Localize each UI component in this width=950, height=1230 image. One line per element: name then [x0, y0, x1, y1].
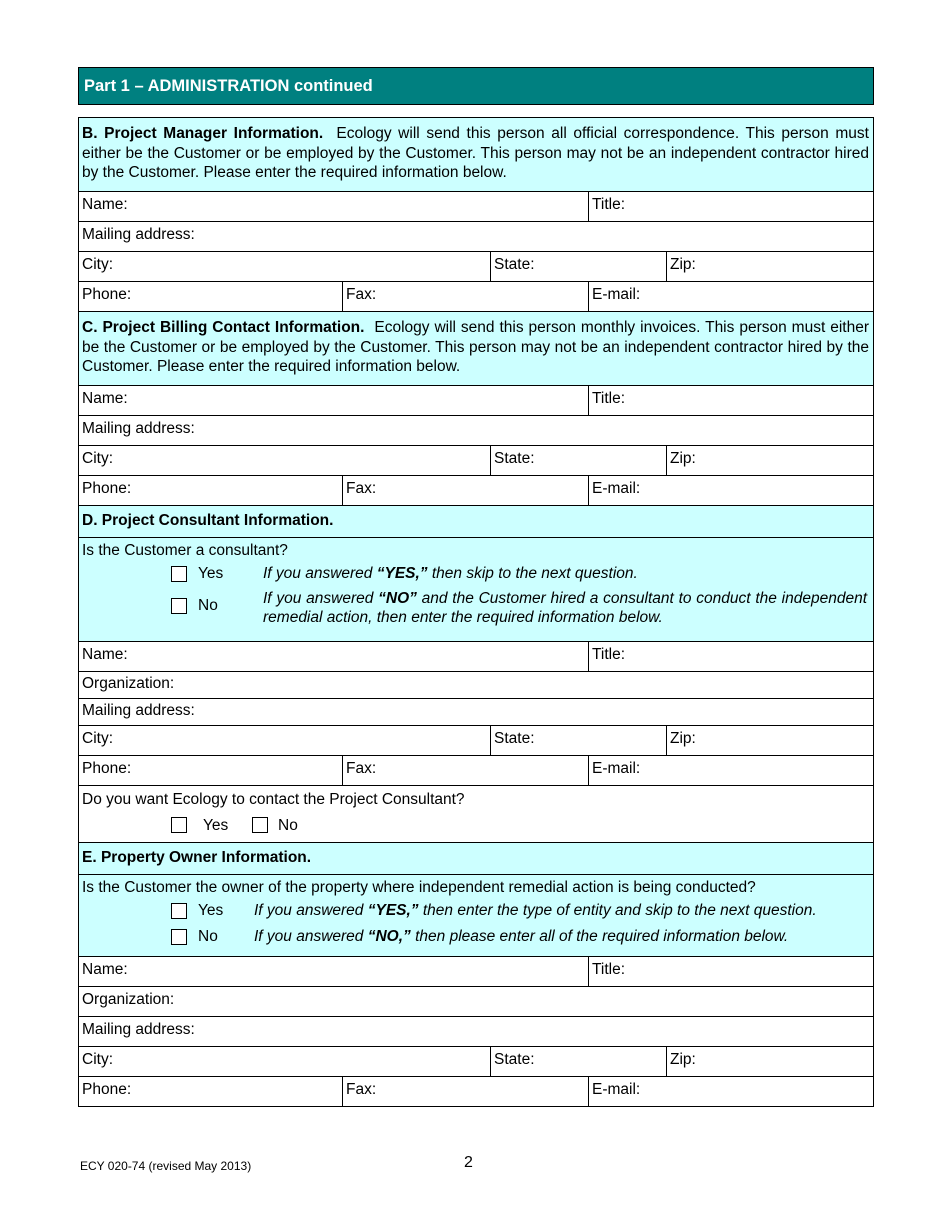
- d-phone-row: [79, 756, 873, 786]
- d-name-field[interactable]: Name:: [82, 646, 128, 663]
- c-zip-field[interactable]: Zip:: [666, 446, 873, 475]
- e-organization-row: [79, 987, 873, 1017]
- c-name-row: [79, 386, 873, 416]
- b-state-field[interactable]: State:: [490, 252, 666, 281]
- e-name-row: [79, 957, 873, 987]
- d-mailing-row: [79, 699, 873, 726]
- form-table: [78, 117, 874, 1107]
- b-phone-row: [79, 282, 873, 312]
- b-name-row: [79, 192, 873, 222]
- e-yes-instruction: If you answered “YES,” then enter the type of entity and skip to the next question.: [254, 902, 817, 919]
- c-phone-row: [79, 476, 873, 506]
- section-d-question-block: [79, 538, 873, 642]
- c-name-field[interactable]: Name:: [82, 390, 128, 407]
- section-b-intro: [79, 118, 873, 192]
- c-mailing-row: [79, 416, 873, 446]
- b-phone-field[interactable]: Phone:: [82, 286, 132, 303]
- d-contact-block: [79, 786, 873, 843]
- d-name-row: [79, 642, 873, 672]
- d-no-instruction: If you answered “NO” and the Customer hired a consultant to conduct the independent remedial action, then enter the required information below.: [263, 590, 867, 626]
- section-b-text: Ecology will send this person all official correspondence. This person must either be the Customer or be employed by the Customer. This person may not be an independent contractor hired by the Customer. Please enter the required information below.: [82, 125, 869, 181]
- section-c-heading: C. Project Billing Contact Information.: [82, 319, 365, 336]
- e-city-row: [79, 1047, 873, 1077]
- e-zip-field[interactable]: Zip:: [666, 1047, 873, 1076]
- d-email-field[interactable]: E-mail:: [588, 756, 873, 785]
- section-c-text: Ecology will send this person monthly invoices. This person must either be the Customer or be employed by the Customer. This person may not be an independent contractor hired by the Customer. Please enter the required information below.: [82, 319, 869, 375]
- d-phone-field[interactable]: Phone:: [82, 760, 132, 777]
- d-fax-field[interactable]: Fax:: [342, 756, 588, 785]
- d-city-field[interactable]: City:: [82, 730, 113, 747]
- section-e-question: Is the Customer the owner of the property where independent remedial action is being conducted?: [82, 879, 756, 896]
- e-fax-field[interactable]: Fax:: [342, 1077, 588, 1106]
- b-title-field[interactable]: Title:: [588, 192, 873, 221]
- c-email-field[interactable]: E-mail:: [588, 476, 873, 505]
- e-email-field[interactable]: E-mail:: [588, 1077, 873, 1106]
- section-b-heading: B. Project Manager Information.: [82, 125, 324, 142]
- b-fax-field[interactable]: Fax:: [342, 282, 588, 311]
- d-no-option: No If you answered “NO” and the Customer hired a consultant to conduct the independent remedial action, then enter the required information below.: [82, 588, 870, 632]
- e-mailing-field[interactable]: Mailing address:: [82, 1021, 195, 1038]
- e-state-field[interactable]: State:: [490, 1047, 666, 1076]
- d-state-field[interactable]: State:: [490, 726, 666, 755]
- e-no-instruction: If you answered “NO,” then please enter all of the required information below.: [254, 928, 789, 945]
- e-name-field[interactable]: Name:: [82, 961, 128, 978]
- b-mailing-row: [79, 222, 873, 252]
- d-contact-no-checkbox[interactable]: [252, 817, 268, 833]
- e-yes-option: Yes If you answered “YES,” then enter the type of entity and skip to the next question.: [82, 901, 870, 927]
- c-city-field[interactable]: City:: [82, 450, 113, 467]
- e-no-option: No If you answered “NO,” then please enter all of the required information below.: [82, 927, 870, 951]
- e-phone-row: [79, 1077, 873, 1107]
- d-contact-yes-checkbox[interactable]: [171, 817, 187, 833]
- d-yes-option: Yes If you answered “YES,” then skip to the next question.: [82, 564, 870, 588]
- d-contact-options: Yes No: [82, 816, 870, 840]
- d-mailing-field[interactable]: Mailing address:: [82, 702, 195, 719]
- c-phone-field[interactable]: Phone:: [82, 480, 132, 497]
- b-mailing-field[interactable]: Mailing address:: [82, 226, 195, 243]
- d-title-field[interactable]: Title:: [588, 642, 873, 671]
- section-d-question: Is the Customer a consultant?: [82, 542, 288, 559]
- c-state-field[interactable]: State:: [490, 446, 666, 475]
- e-mailing-row: [79, 1017, 873, 1047]
- form-id: ECY 020-74 (revised May 2013): [80, 1159, 252, 1173]
- d-no-checkbox[interactable]: [171, 598, 187, 614]
- b-email-field[interactable]: E-mail:: [588, 282, 873, 311]
- d-organization-field[interactable]: Organization:: [82, 675, 175, 692]
- d-city-row: [79, 726, 873, 756]
- d-yes-instruction: If you answered “YES,” then skip to the next question.: [263, 565, 638, 582]
- d-organization-row: [79, 672, 873, 699]
- d-contact-question: Do you want Ecology to contact the Project Consultant?: [82, 791, 465, 808]
- b-zip-field[interactable]: Zip:: [666, 252, 873, 281]
- c-city-row: [79, 446, 873, 476]
- d-yes-checkbox[interactable]: [171, 566, 187, 582]
- section-d-heading: D. Project Consultant Information.: [79, 506, 873, 538]
- section-e-question-block: [79, 875, 873, 957]
- e-yes-checkbox[interactable]: [171, 903, 187, 919]
- c-mailing-field[interactable]: Mailing address:: [82, 420, 195, 437]
- page-number: 2: [464, 1154, 473, 1171]
- section-c-intro: [79, 312, 873, 386]
- part-header: Part 1 – ADMINISTRATION continued: [78, 67, 874, 105]
- e-organization-field[interactable]: Organization:: [82, 991, 175, 1008]
- e-phone-field[interactable]: Phone:: [82, 1081, 132, 1098]
- c-title-field[interactable]: Title:: [588, 386, 873, 415]
- b-name-field[interactable]: Name:: [82, 196, 128, 213]
- b-city-row: [79, 252, 873, 282]
- c-fax-field[interactable]: Fax:: [342, 476, 588, 505]
- b-city-field[interactable]: City:: [82, 256, 113, 273]
- section-e-heading: E. Property Owner Information.: [79, 843, 873, 875]
- d-zip-field[interactable]: Zip:: [666, 726, 873, 755]
- e-title-field[interactable]: Title:: [588, 957, 873, 986]
- e-no-checkbox[interactable]: [171, 929, 187, 945]
- e-city-field[interactable]: City:: [82, 1051, 113, 1068]
